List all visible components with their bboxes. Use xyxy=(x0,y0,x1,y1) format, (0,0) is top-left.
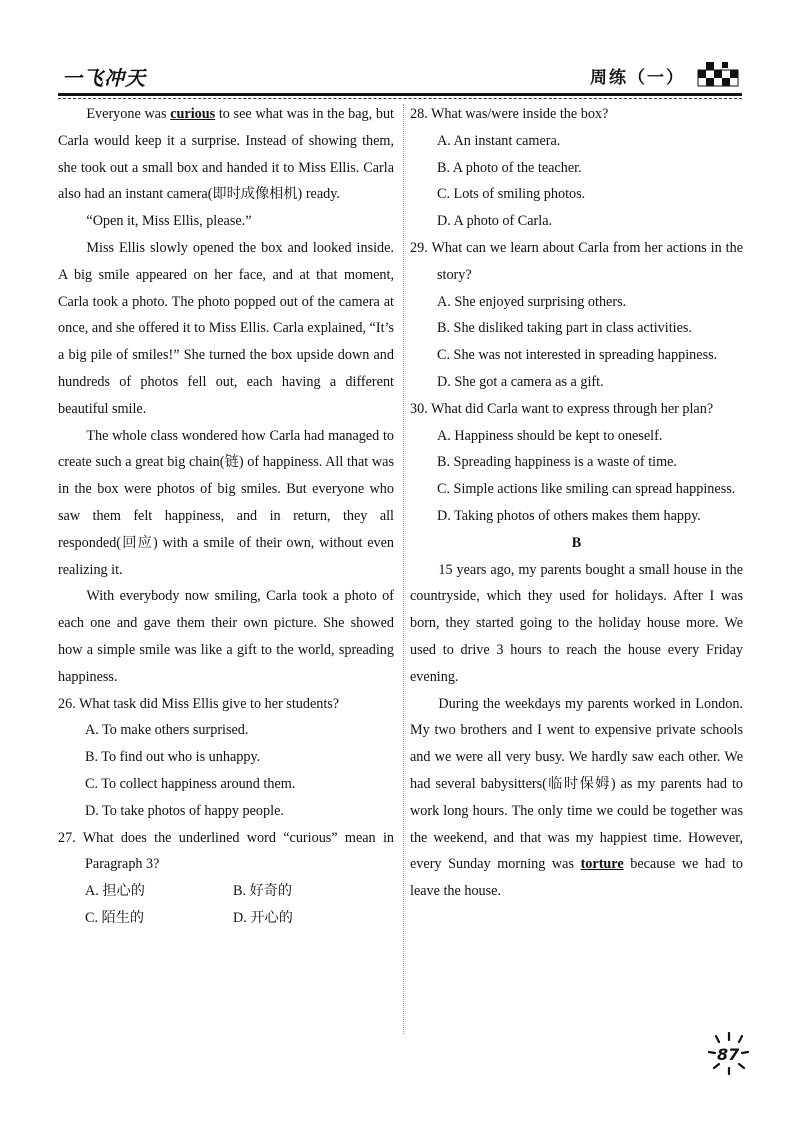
question-29: 29. What can we learn about Carla from her actions in the story? xyxy=(410,239,743,283)
option: A. An instant camera. xyxy=(437,132,561,149)
option: A. She enjoyed surprising others. xyxy=(437,293,627,310)
page-header xyxy=(0,0,800,100)
paragraph: With everybody now smiling, Carla took a photo of each one and gave them their own picture. She showed how a simple smile was like a gift to the world, spreading happiness. xyxy=(58,588,394,685)
paragraph: The whole class wondered how Carla had managed to create such a great big chain(链) of happiness. All that was in the box were photos of big smiles. But everyone who saw them felt happiness, and in return, they all responded(回应) with a smile of their own, without even realizing it. xyxy=(58,427,394,578)
option: A. To make others surprised. xyxy=(85,722,249,739)
paragraph: Everyone was curious to see what was in the bag, but Carla would keep it a surprise. Instead of showing them, she took out a small box and handed it to Miss Ellis. Carla also had an instant camera(即时成像相机) ready. xyxy=(58,106,394,203)
checker-decoration-icon xyxy=(696,60,744,94)
option: D. To take photos of happy people. xyxy=(85,802,284,819)
underlined-word: curious xyxy=(170,106,216,122)
question-28: 28. What was/were inside the box? xyxy=(410,106,609,122)
option: A. Happiness should be kept to oneself. xyxy=(437,427,663,444)
option: B. 好奇的 xyxy=(233,883,293,900)
paragraph: 15 years ago, my parents bought a small house in the countryside, which they used for holidays. After I was born, they started going to the holiday house more. We used to drive 3 hours to reach the house every Friday evening. xyxy=(410,561,743,685)
header-rule-dashed xyxy=(58,98,742,99)
option: D. 开心的 xyxy=(233,909,293,926)
option: D. She got a camera as a gift. xyxy=(437,373,604,390)
section-heading: B xyxy=(571,534,582,551)
option: B. She disliked taking part in class activities. xyxy=(437,320,692,337)
left-column xyxy=(58,101,394,932)
question-27: 27. What does the underlined word “curious” mean in Paragraph 3? xyxy=(58,829,394,873)
header-rule xyxy=(58,93,742,96)
paragraph: “Open it, Miss Ellis, please.” xyxy=(86,213,252,230)
option: C. Lots of smiling photos. xyxy=(437,186,586,203)
option-row xyxy=(58,878,394,905)
option: C. Simple actions like smiling can spread happiness. xyxy=(437,481,736,498)
page-number xyxy=(706,1032,752,1076)
option: C. She was not interested in spreading happiness. xyxy=(437,347,718,364)
page-number-text: 87 xyxy=(717,1045,740,1064)
column-divider xyxy=(403,104,404,1034)
option: C. 陌生的 xyxy=(85,909,145,926)
underlined-word: torture xyxy=(580,856,624,873)
brand-title: 一飞冲天 xyxy=(62,66,146,90)
option: B. A photo of the teacher. xyxy=(437,159,582,176)
paragraph: During the weekdays my parents worked in London. My two brothers and I went to expensive private schools and we were all very busy. We hardly saw each other. We had several babysitters(临时保姆) as my parents had to work long hours. The only time we could be together was the weekend, and that was my happiest time. However, every Sunday morning was torture because we had to leave the house. xyxy=(410,695,743,900)
option: D. A photo of Carla. xyxy=(437,213,553,230)
option: D. Taking photos of others makes them happy. xyxy=(437,507,701,524)
question-26: 26. What task did Miss Ellis give to her students? xyxy=(58,695,340,712)
option: A. 担心的 xyxy=(85,883,145,900)
paragraph: Miss Ellis slowly opened the box and looked inside. A big smile appeared on her face, and at that moment, Carla took a photo. The photo popped out of the camera at once, and she offered it to Miss Ellis. Carla explained, “It’s a big pile of smiles!” She turned the box upside down and hundreds of photos fell out, each having a different beautiful smile. xyxy=(58,239,394,417)
question-30: 30. What did Carla want to express through her plan? xyxy=(410,400,714,417)
option: C. To collect happiness around them. xyxy=(85,775,296,792)
option-row xyxy=(58,905,394,932)
option: B. To find out who is unhappy. xyxy=(85,749,261,766)
week-label: 周练（一） xyxy=(590,68,685,88)
option: B. Spreading happiness is a waste of time. xyxy=(437,454,677,471)
right-column xyxy=(410,101,743,905)
